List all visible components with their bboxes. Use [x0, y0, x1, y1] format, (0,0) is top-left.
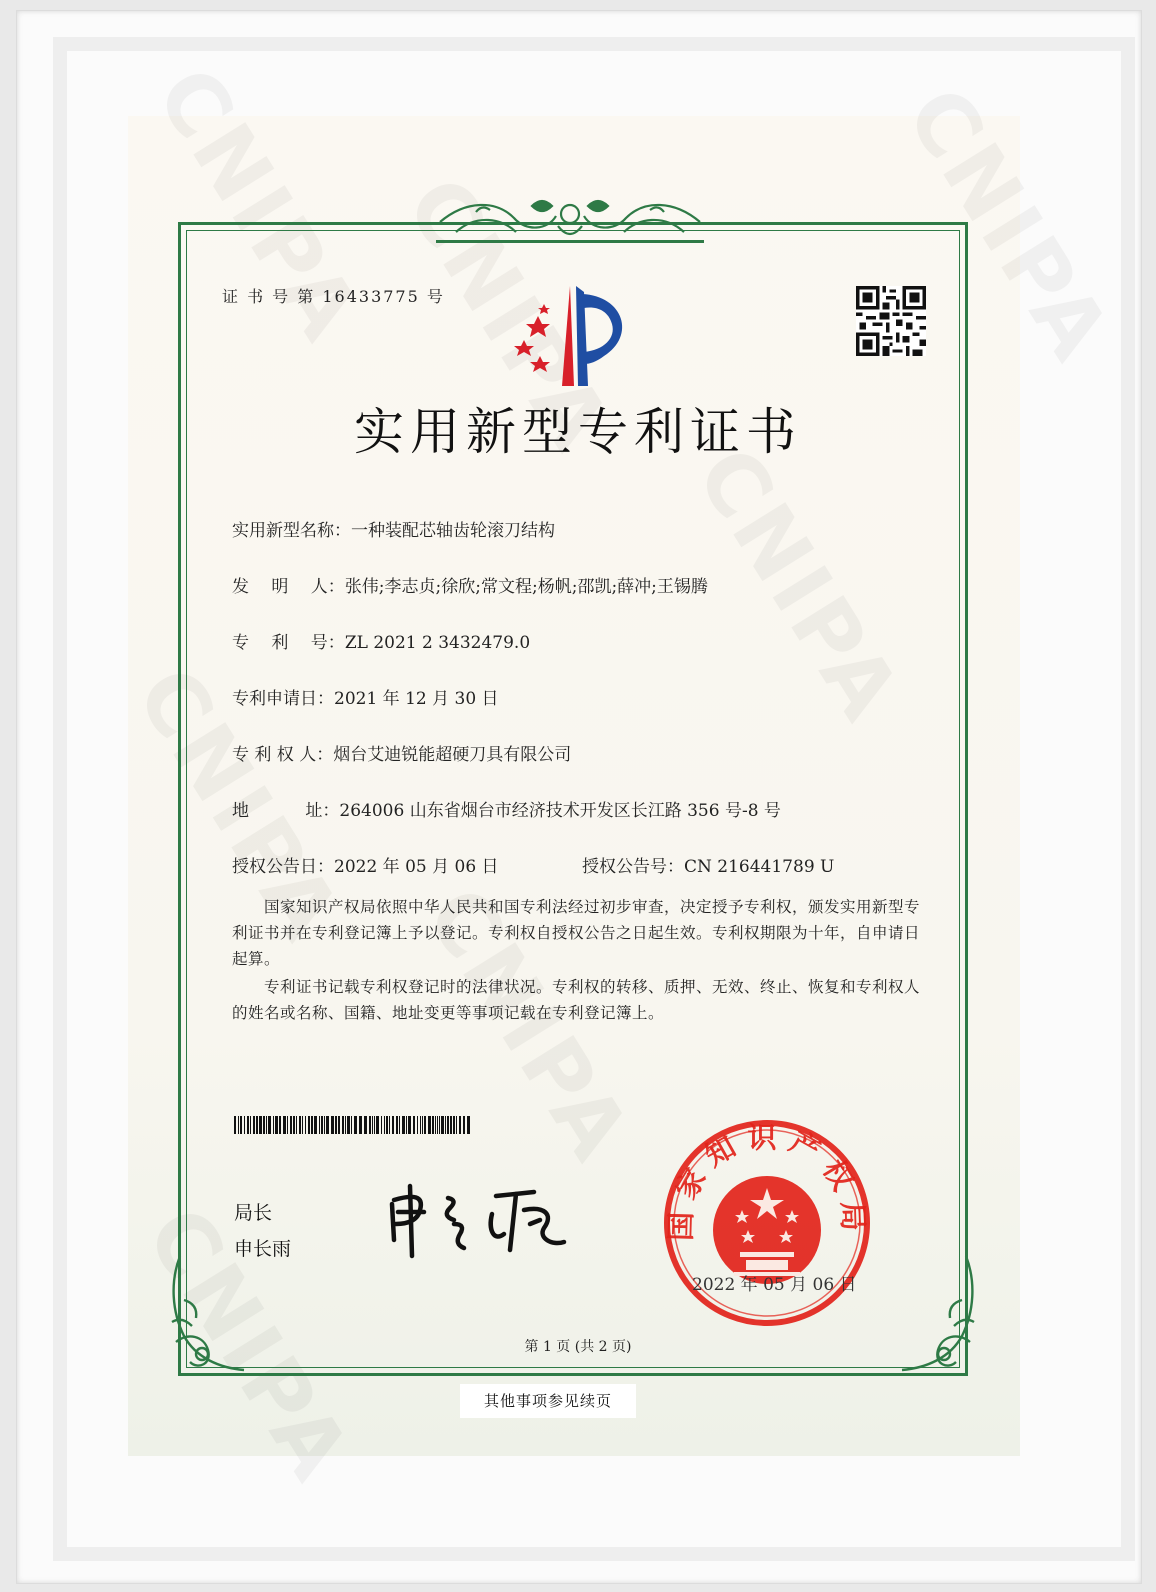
seal-date: 2022 年 05 月 06 日: [692, 1275, 857, 1295]
bottom-right-ornament-icon: [898, 1252, 978, 1378]
director-title: 局长: [234, 1202, 273, 1224]
grant-number-row: [582, 852, 834, 877]
patent-number-row: [232, 628, 530, 653]
grant-date-label: 授权公告日：: [232, 857, 334, 877]
director-name: 申长雨: [234, 1238, 292, 1260]
qr-code-icon: [856, 286, 926, 356]
bottom-left-ornament-icon: [168, 1252, 248, 1378]
top-ornament-icon: [436, 192, 704, 248]
patentee-row: [232, 740, 571, 765]
body-paragraph-1: 国家知识产权局依照中华人民共和国专利法经过初步审查，决定授予专利权，颁发实用新型专利证书并在专利登记簿上予以登记。专利权自授权公告之日起生效。专利权期限为十年，自申请日起算。: [232, 898, 921, 968]
grant-date-row: [232, 852, 499, 877]
certificate-number: 证 书 号 第 16433775 号: [222, 287, 445, 306]
address-label: 地 址：: [232, 801, 340, 821]
patentee-label: 专 利 权 人：: [232, 745, 334, 765]
grant-number-value: CN 216441789 U: [684, 857, 835, 877]
filing-date-label: 专利申请日：: [232, 689, 334, 709]
address-row: [232, 796, 781, 821]
filing-date-row: [232, 684, 499, 709]
inventor-row: [232, 572, 708, 597]
seal-text: 国家知识产权局: [663, 1120, 871, 1242]
inventor-value: 张伟;李志贞;徐欣;常文程;杨帆;邵凯;薛冲;王锡腾: [344, 577, 708, 597]
utility-model-name-row: [232, 516, 555, 541]
inventor-label: 发 明 人：: [232, 577, 345, 597]
certificate-title: 实用新型专利证书: [354, 403, 802, 461]
director-signature-icon: [384, 1180, 584, 1260]
body-paragraph-2: 专利证书记载专利权登记时的法律状况。专利权的转移、质押、无效、终止、恢复和专利权人的姓名或名称、国籍、地址变更等事项记载在专利登记簿上。: [232, 978, 921, 1022]
page-number: 第 1 页 (共 2 页): [524, 1339, 632, 1355]
continued-note: 其他事项参见续页: [460, 1384, 636, 1418]
filing-date-value: 2021 年 12 月 30 日: [334, 689, 499, 709]
utility-model-name-value: 一种装配芯轴齿轮滚刀结构: [351, 521, 555, 541]
patentee-value: 烟台艾迪锐能超硬刀具有限公司: [333, 745, 572, 765]
grant-number-label: 授权公告号：: [582, 857, 684, 877]
patent-number-label: 专 利 号：: [232, 633, 345, 653]
address-value: 264006 山东省烟台市经济技术开发区长江路 356 号-8 号: [339, 801, 781, 821]
utility-model-name-label: 实用新型名称：: [232, 521, 351, 541]
grant-date-value: 2022 年 05 月 06 日: [334, 857, 499, 877]
cnipa-logo-icon: [504, 282, 640, 392]
official-seal-icon: [662, 1118, 872, 1328]
barcode-icon: [234, 1116, 474, 1134]
patent-number-value: ZL 2021 2 3432479.0: [344, 633, 531, 653]
